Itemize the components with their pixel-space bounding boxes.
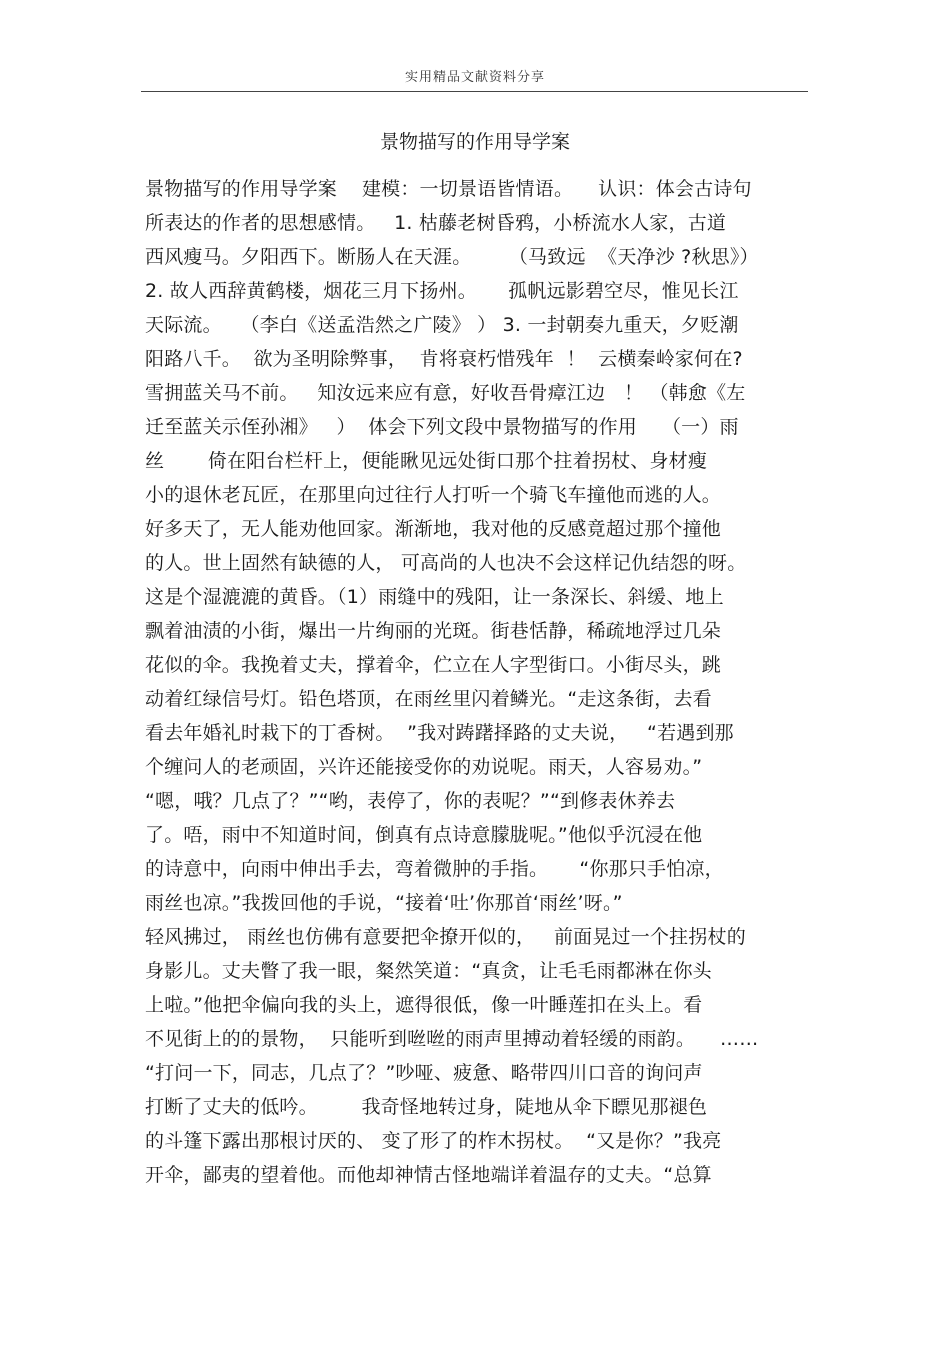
body-line: 看去年婚礼时栽下的丁香树。 ”我对踌躇择路的丈夫说， “若遇到那 — [145, 722, 734, 744]
body-line: 上啦。”他把伞偏向我的头上，遮得很低，像一叶睡莲扣在头上。看 — [145, 994, 703, 1016]
body-line: 轻风拂过， 雨丝也仿佛有意要把伞撩开似的， 前面晃过一个拄拐杖的 — [145, 926, 746, 948]
body-line: “打问一下，同志，几点了？”吵哑、疲惫、略带四川口音的询问声 — [145, 1062, 703, 1084]
body-line: 身影儿。丈夫瞥了我一眼，粲然笑道：“真贪，让毛毛雨都淋在你头 — [145, 960, 712, 982]
body-line: 西风瘦马。夕阳西下。断肠人在天涯。 （马致远 《天净沙 ?秋思》） — [145, 246, 759, 268]
body-line: 所表达的作者的思想感情。 1. 枯藤老树昏鸦，小桥流水人家，古道 — [145, 212, 727, 234]
body-line: 雨丝也凉。”我拨回他的手说，“接着‘吐’你那首‘雨丝’呀。” — [145, 892, 623, 914]
body-line: 天际流。 （李白《送孟浩然之广陵》 ） 3. 一封朝奏九重天，夕贬潮 — [145, 314, 739, 336]
body-line: 花似的伞。我挽着丈夫，撑着伞，伫立在人字型街口。小街尽头，跳 — [145, 654, 722, 676]
body-line: 了。唔，雨中不知道时间，倒真有点诗意朦胧呢。”他似乎沉浸在他 — [145, 824, 703, 846]
body-line: 的诗意中，向雨中伸出手去，弯着微肿的手指。 “你那只手怕凉， — [145, 858, 724, 880]
body-line: 2. 故人西辞黄鹤楼，烟花三月下扬州。 孤帆远影碧空尽，惟见长江 — [145, 280, 739, 302]
body-line: 小的退休老瓦匠，在那里向过往行人打听一个骑飞车撞他而逃的人。 — [145, 484, 722, 506]
body-line: 景物描写的作用导学案 建模：一切景语皆情语。 认识：体会古诗句 — [145, 178, 752, 200]
body-line: 丝 倚在阳台栏杆上，便能瞅见远处街口那个拄着拐杖、身材瘦 — [145, 450, 708, 472]
body-line: 阳路八千。 欲为圣明除弊事， 肯将衰朽惜残年 ！ 云横秦岭家何在? — [145, 348, 743, 370]
body-line: 好多天了，无人能劝他回家。渐渐地，我对他的反感竟超过那个撞他 — [145, 518, 722, 540]
body-line: 开伞，鄙夷的望着他。而他却神情古怪地端详着温存的丈夫。“总算 — [145, 1164, 712, 1186]
body-line: 飘着油渍的小街，爆出一片绚丽的光斑。街巷恬静，稀疏地浮过几朵 — [145, 620, 722, 642]
body-line: 的人。世上固然有缺德的人， 可高尚的人也决不会这样记仇结怨的呀。 — [145, 552, 747, 574]
body-line: 个缠问人的老顽固，兴许还能接受你的劝说呢。雨天，人容易劝。” — [145, 756, 703, 778]
body-line: “嗯，哦？几点了？”“哟，表停了，你的表呢？”“到修表休养去 — [145, 790, 676, 812]
document-body — [145, 172, 825, 1192]
header-divider — [141, 91, 808, 92]
page-header: 实用精品文献资料分享 — [404, 70, 545, 85]
body-line: 雪拥蓝关马不前。 知汝远来应有意，好收吾骨瘴江边 ！ （韩愈《左 — [145, 382, 746, 404]
body-line: 的斗篷下露出那根讨厌的、 变了形了的柞木拐杖。 “又是你？”我亮 — [145, 1130, 722, 1152]
body-line: 不见街上的的景物， 只能听到咝咝的雨声里搏动着轻缓的雨韵。 …… — [145, 1028, 759, 1050]
body-line: 动着红绿信号灯。铅色塔顶，在雨丝里闪着鳞光。“走这条街，去看 — [145, 688, 712, 710]
body-line: 打断了丈夫的低吟。 我奇怪地转过身，陡地从伞下瞟见那褪色 — [145, 1096, 708, 1118]
body-line: 迁至蓝关示侄孙湘》 ） 体会下列文段中景物描写的作用 （一）雨 — [145, 416, 739, 438]
body-line: 这是个湿漉漉的黄昏。（1）雨缝中的残阳，让一条深长、斜缓、地上 — [145, 586, 724, 608]
document-title: 景物描写的作用导学案 — [379, 131, 570, 153]
